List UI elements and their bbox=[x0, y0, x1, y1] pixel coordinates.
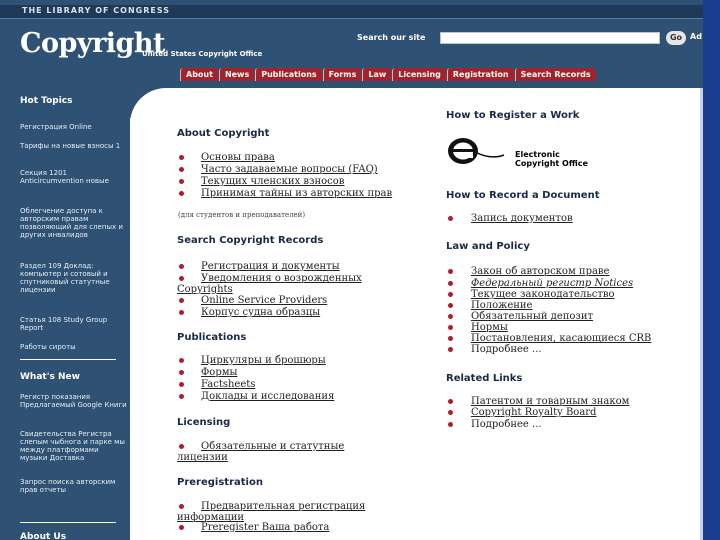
main-nav bbox=[180, 68, 597, 81]
tab-licensing[interactable]: Licensing bbox=[392, 68, 446, 81]
link-secrets[interactable]: Принимая тайны из авторских прав bbox=[201, 188, 393, 199]
bullet bbox=[179, 370, 184, 375]
related-links-heading: Related Links bbox=[446, 373, 523, 384]
bullet bbox=[448, 216, 453, 221]
sidebar-item-search-reports[interactable]: Запрос поиска авторским прав отчеты bbox=[20, 478, 116, 494]
bullet bbox=[179, 310, 184, 315]
tab-about[interactable]: About bbox=[180, 68, 218, 81]
link-factsheets[interactable]: Factsheets bbox=[201, 379, 256, 390]
eco-label[interactable]: Electronic Copyright Office bbox=[515, 150, 588, 168]
whats-new-heading: What's New bbox=[20, 372, 80, 382]
bullet bbox=[448, 336, 453, 341]
link-preregistration-info[interactable]: Предварительная регистрация информации bbox=[177, 501, 366, 523]
link-service-providers[interactable]: Online Service Providers bbox=[201, 295, 328, 306]
bullet bbox=[179, 358, 184, 363]
link-registration-docs[interactable]: Регистрация и документы bbox=[201, 261, 340, 272]
bullet bbox=[448, 281, 453, 286]
search-records-heading: Search Copyright Records bbox=[177, 235, 324, 246]
link-reports[interactable]: Доклады и исследования bbox=[201, 391, 335, 402]
bullet bbox=[179, 394, 184, 399]
bullet bbox=[179, 525, 184, 530]
link-federal-register[interactable]: Федеральный регистр Notices bbox=[471, 278, 634, 289]
sidebar bbox=[0, 88, 130, 540]
link-circulars[interactable]: Циркуляры и брошюры bbox=[201, 355, 326, 366]
link-forms[interactable]: Формы bbox=[201, 367, 238, 378]
link-crb[interactable]: Copyright Royalty Board bbox=[471, 407, 597, 418]
bullet bbox=[448, 269, 453, 274]
search-input[interactable] bbox=[440, 32, 660, 44]
sidebar-item-section-109[interactable]: Раздел 109 Доклад: компьютер и сотовый и спутниковый статутные лицензии bbox=[20, 262, 110, 294]
bullet bbox=[448, 303, 453, 308]
bullet bbox=[448, 410, 453, 415]
bullet bbox=[179, 382, 184, 387]
bullet bbox=[448, 399, 453, 404]
sidebar-item-music-testimony[interactable]: Свидетельства Регистра слепым чыбнога и парке мы между платформами музыки Доставка bbox=[20, 430, 125, 462]
copyright-logo[interactable]: Copyright bbox=[20, 28, 166, 59]
law-policy-heading: Law and Policy bbox=[446, 241, 530, 252]
advanced-search-link[interactable]: Ad bbox=[690, 32, 702, 41]
sidebar-item-registration-online[interactable]: Регистрация Online bbox=[20, 123, 92, 131]
link-copyright-law[interactable]: Закон об авторском праве bbox=[471, 266, 610, 277]
link-faq[interactable]: Часто задаваемые вопросы (FAQ) bbox=[201, 164, 378, 175]
sidebar-item-section-108[interactable]: Статья 108 Study Group Report bbox=[20, 316, 108, 332]
sidebar-item-accessibility[interactable]: Облегчение доступа к авторским правам позволяющий для слепых и других инвалидов bbox=[20, 207, 123, 239]
tab-news[interactable]: News bbox=[219, 68, 254, 81]
tab-law[interactable]: Law bbox=[362, 68, 391, 81]
link-crb-decisions[interactable]: Постановления, касающиеся CRB bbox=[471, 333, 652, 344]
sidebar-item-orphan-works[interactable]: Работы сироты bbox=[20, 343, 76, 351]
about-copyright-heading: About Copyright bbox=[177, 128, 270, 139]
bullet bbox=[179, 298, 184, 303]
window-edge-shadow bbox=[700, 88, 703, 540]
link-law-more[interactable]: Подробнее ... bbox=[471, 344, 542, 355]
sidebar-divider bbox=[20, 359, 116, 360]
eco-logo-icon[interactable] bbox=[447, 136, 505, 166]
link-preregister-work[interactable]: Preregister Ваша работа bbox=[201, 522, 330, 533]
preregistration-heading: Preregistration bbox=[177, 477, 263, 488]
library-label[interactable]: THE LIBRARY OF CONGRESS bbox=[22, 6, 170, 15]
bullet bbox=[179, 264, 184, 269]
bullet bbox=[448, 292, 453, 297]
go-button[interactable]: Go bbox=[666, 31, 686, 45]
search-label: Search our site bbox=[357, 33, 426, 42]
hot-topics-heading: Hot Topics bbox=[20, 96, 73, 106]
link-basics[interactable]: Основы права bbox=[201, 152, 275, 163]
sidebar-item-section-1201[interactable]: Секция 1201 Anticircumvention новые bbox=[20, 169, 109, 185]
link-current-legislation[interactable]: Текущее законодательство bbox=[471, 289, 615, 300]
link-record-documents[interactable]: Запись документов bbox=[471, 213, 573, 224]
link-vessel-hulls[interactable]: Корпус судна образцы bbox=[201, 307, 321, 318]
about-us-heading[interactable]: About Us bbox=[20, 532, 67, 540]
bullet bbox=[179, 155, 184, 160]
students-note: (для студентов и преподавателей) bbox=[178, 211, 306, 219]
logo-subtitle: United States Copyright Office bbox=[142, 50, 263, 58]
register-work-heading: How to Register a Work bbox=[446, 110, 580, 121]
tab-registration[interactable]: Registration bbox=[447, 68, 514, 81]
bullet bbox=[448, 314, 453, 319]
window-edge bbox=[703, 0, 720, 540]
licensing-heading: Licensing bbox=[177, 417, 231, 428]
sidebar-item-fees[interactable]: Тарифы на новые взносы 1 bbox=[20, 142, 121, 150]
bullet bbox=[448, 422, 453, 427]
link-patent-trademark[interactable]: Патентом и товарным знаком bbox=[471, 396, 630, 407]
sidebar-divider bbox=[20, 522, 116, 523]
bullet bbox=[448, 347, 453, 352]
bullet bbox=[448, 325, 453, 330]
link-regulation[interactable]: Положение bbox=[471, 300, 533, 311]
tab-forms[interactable]: Forms bbox=[323, 68, 362, 81]
link-rules[interactable]: Нормы bbox=[471, 322, 508, 333]
bullet bbox=[179, 179, 184, 184]
bullet bbox=[179, 167, 184, 172]
tab-search-records[interactable]: Search Records bbox=[515, 68, 596, 81]
tab-publications[interactable]: Publications bbox=[255, 68, 321, 81]
record-document-heading: How to Record a Document bbox=[446, 190, 600, 201]
publications-heading: Publications bbox=[177, 332, 247, 343]
link-mandatory-deposit[interactable]: Обязательный депозит bbox=[471, 311, 594, 322]
link-restored-copyrights[interactable]: Уведомления о возрожденных Copyrights bbox=[177, 273, 362, 295]
link-current-fees[interactable]: Текущих членских взносов bbox=[201, 176, 345, 187]
link-statutory-licenses[interactable]: Обязательные и статутные лицензии bbox=[177, 441, 345, 463]
sidebar-item-google-books[interactable]: Регистр показания Предлагаемый Google Книги bbox=[20, 393, 127, 409]
link-related-more[interactable]: Подробнее ... bbox=[471, 419, 542, 430]
